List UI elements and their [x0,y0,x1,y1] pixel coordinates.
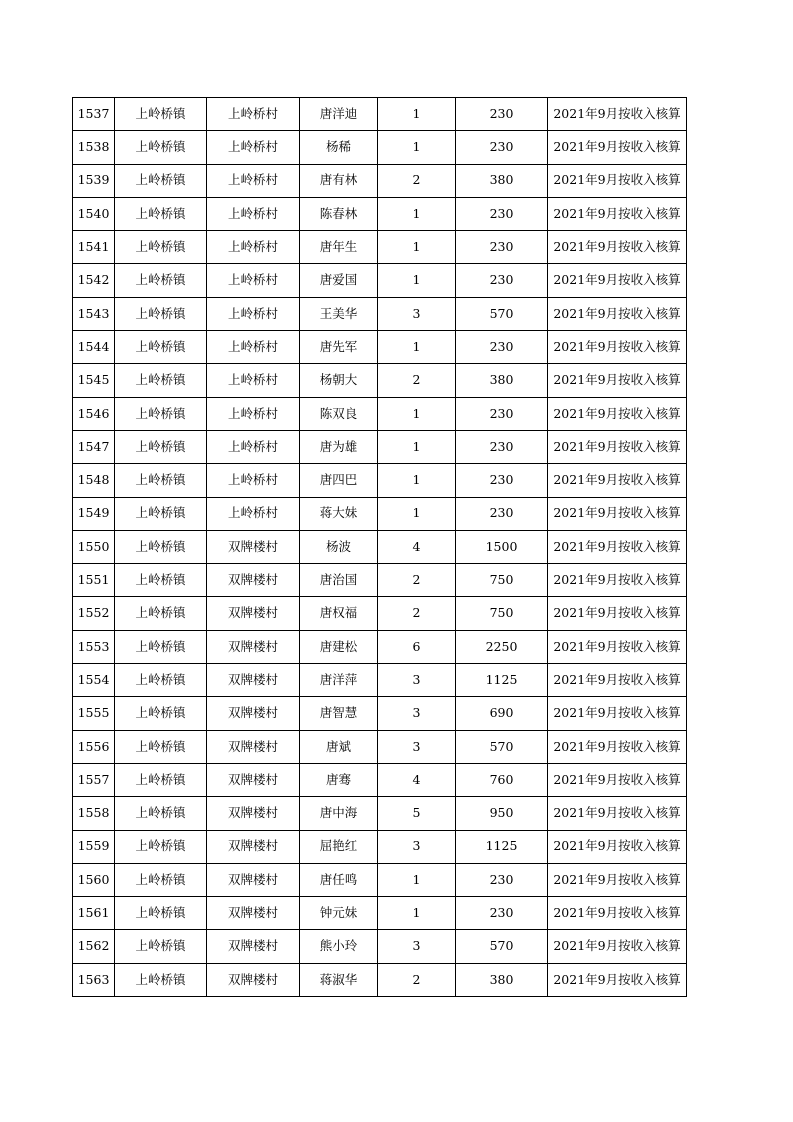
township-cell: 上岭桥镇 [115,397,207,430]
row-number-cell: 1557 [73,763,115,796]
amount-cell: 230 [456,98,548,131]
note-cell: 2021年9月按收入核算 [548,98,687,131]
table-row [73,830,687,863]
name-cell: 杨朝大 [300,364,378,397]
village-cell: 双牌楼村 [207,897,300,930]
village-cell: 上岭桥村 [207,98,300,131]
row-number-cell: 1553 [73,630,115,663]
amount-cell: 750 [456,564,548,597]
village-cell: 上岭桥村 [207,364,300,397]
row-number-cell: 1538 [73,131,115,164]
name-cell: 唐斌 [300,730,378,763]
amount-cell: 690 [456,697,548,730]
amount-cell: 950 [456,797,548,830]
amount-cell: 230 [456,131,548,164]
amount-cell: 570 [456,730,548,763]
row-number-cell: 1558 [73,797,115,830]
village-cell: 上岭桥村 [207,430,300,463]
note-cell: 2021年9月按收入核算 [548,763,687,796]
township-cell: 上岭桥镇 [115,763,207,796]
household-size-cell: 1 [378,331,456,364]
table-row [73,364,687,397]
household-size-cell: 2 [378,597,456,630]
table-row [73,98,687,131]
village-cell: 双牌楼村 [207,697,300,730]
township-cell: 上岭桥镇 [115,930,207,963]
row-number-cell: 1545 [73,364,115,397]
row-number-cell: 1537 [73,98,115,131]
note-cell: 2021年9月按收入核算 [548,430,687,463]
row-number-cell: 1543 [73,297,115,330]
amount-cell: 230 [456,897,548,930]
township-cell: 上岭桥镇 [115,863,207,896]
household-size-cell: 1 [378,231,456,264]
township-cell: 上岭桥镇 [115,897,207,930]
township-cell: 上岭桥镇 [115,597,207,630]
name-cell: 唐治国 [300,564,378,597]
name-cell: 熊小玲 [300,930,378,963]
note-cell: 2021年9月按收入核算 [548,264,687,297]
note-cell: 2021年9月按收入核算 [548,197,687,230]
name-cell: 唐洋迪 [300,98,378,131]
note-cell: 2021年9月按收入核算 [548,730,687,763]
row-number-cell: 1551 [73,564,115,597]
amount-cell: 1125 [456,830,548,863]
amount-cell: 230 [456,197,548,230]
name-cell: 屈艳红 [300,830,378,863]
township-cell: 上岭桥镇 [115,963,207,996]
township-cell: 上岭桥镇 [115,231,207,264]
table-row [73,797,687,830]
row-number-cell: 1563 [73,963,115,996]
household-size-cell: 1 [378,897,456,930]
name-cell: 唐有林 [300,164,378,197]
village-cell: 双牌楼村 [207,664,300,697]
table-row [73,164,687,197]
township-cell: 上岭桥镇 [115,430,207,463]
row-number-cell: 1541 [73,231,115,264]
household-size-cell: 3 [378,730,456,763]
note-cell: 2021年9月按收入核算 [548,797,687,830]
amount-cell: 380 [456,364,548,397]
township-cell: 上岭桥镇 [115,297,207,330]
household-size-cell: 4 [378,763,456,796]
note-cell: 2021年9月按收入核算 [548,297,687,330]
note-cell: 2021年9月按收入核算 [548,464,687,497]
note-cell: 2021年9月按收入核算 [548,164,687,197]
row-number-cell: 1547 [73,430,115,463]
village-cell: 上岭桥村 [207,397,300,430]
name-cell: 唐权福 [300,597,378,630]
township-cell: 上岭桥镇 [115,797,207,830]
township-cell: 上岭桥镇 [115,564,207,597]
amount-cell: 380 [456,963,548,996]
amount-cell: 230 [456,397,548,430]
name-cell: 唐任鸣 [300,863,378,896]
table-row [73,231,687,264]
amount-cell: 760 [456,763,548,796]
name-cell: 王美华 [300,297,378,330]
name-cell: 唐洋萍 [300,664,378,697]
table-row [73,863,687,896]
township-cell: 上岭桥镇 [115,464,207,497]
township-cell: 上岭桥镇 [115,697,207,730]
table-row [73,763,687,796]
name-cell: 唐为雄 [300,430,378,463]
household-size-cell: 1 [378,264,456,297]
household-size-cell: 2 [378,164,456,197]
name-cell: 蒋大妹 [300,497,378,530]
note-cell: 2021年9月按收入核算 [548,231,687,264]
table-row [73,664,687,697]
row-number-cell: 1550 [73,530,115,563]
row-number-cell: 1561 [73,897,115,930]
note-cell: 2021年9月按收入核算 [548,364,687,397]
village-cell: 双牌楼村 [207,530,300,563]
amount-cell: 230 [456,264,548,297]
household-size-cell: 5 [378,797,456,830]
name-cell: 钟元妹 [300,897,378,930]
row-number-cell: 1552 [73,597,115,630]
name-cell: 唐四巴 [300,464,378,497]
village-cell: 双牌楼村 [207,797,300,830]
note-cell: 2021年9月按收入核算 [548,564,687,597]
village-cell: 上岭桥村 [207,497,300,530]
household-size-cell: 1 [378,197,456,230]
name-cell: 陈春林 [300,197,378,230]
township-cell: 上岭桥镇 [115,364,207,397]
row-number-cell: 1555 [73,697,115,730]
township-cell: 上岭桥镇 [115,131,207,164]
note-cell: 2021年9月按收入核算 [548,597,687,630]
note-cell: 2021年9月按收入核算 [548,530,687,563]
name-cell: 唐中海 [300,797,378,830]
data-table [72,97,687,997]
household-size-cell: 4 [378,530,456,563]
name-cell: 唐建松 [300,630,378,663]
row-number-cell: 1549 [73,497,115,530]
table-row [73,530,687,563]
note-cell: 2021年9月按收入核算 [548,863,687,896]
household-size-cell: 1 [378,131,456,164]
village-cell: 上岭桥村 [207,297,300,330]
household-size-cell: 6 [378,630,456,663]
table-body [73,98,687,997]
table-row [73,131,687,164]
amount-cell: 1500 [456,530,548,563]
household-size-cell: 1 [378,430,456,463]
village-cell: 上岭桥村 [207,164,300,197]
note-cell: 2021年9月按收入核算 [548,664,687,697]
name-cell: 唐年生 [300,231,378,264]
row-number-cell: 1540 [73,197,115,230]
township-cell: 上岭桥镇 [115,331,207,364]
table-row [73,697,687,730]
note-cell: 2021年9月按收入核算 [548,630,687,663]
table-row [73,963,687,996]
table-row [73,464,687,497]
amount-cell: 230 [456,863,548,896]
village-cell: 双牌楼村 [207,963,300,996]
household-size-cell: 2 [378,963,456,996]
household-size-cell: 3 [378,664,456,697]
name-cell: 唐智慧 [300,697,378,730]
township-cell: 上岭桥镇 [115,497,207,530]
table-row [73,264,687,297]
row-number-cell: 1548 [73,464,115,497]
village-cell: 双牌楼村 [207,830,300,863]
village-cell: 双牌楼村 [207,564,300,597]
household-size-cell: 3 [378,697,456,730]
household-size-cell: 3 [378,830,456,863]
township-cell: 上岭桥镇 [115,664,207,697]
amount-cell: 570 [456,930,548,963]
amount-cell: 230 [456,430,548,463]
row-number-cell: 1542 [73,264,115,297]
note-cell: 2021年9月按收入核算 [548,930,687,963]
row-number-cell: 1562 [73,930,115,963]
row-number-cell: 1539 [73,164,115,197]
table-row [73,930,687,963]
household-size-cell: 1 [378,863,456,896]
name-cell: 陈双良 [300,397,378,430]
row-number-cell: 1544 [73,331,115,364]
household-size-cell: 3 [378,297,456,330]
household-size-cell: 3 [378,930,456,963]
note-cell: 2021年9月按收入核算 [548,397,687,430]
amount-cell: 230 [456,231,548,264]
village-cell: 双牌楼村 [207,763,300,796]
amount-cell: 2250 [456,630,548,663]
household-size-cell: 1 [378,464,456,497]
name-cell: 唐骞 [300,763,378,796]
note-cell: 2021年9月按收入核算 [548,963,687,996]
village-cell: 双牌楼村 [207,863,300,896]
name-cell: 唐爱国 [300,264,378,297]
table-row [73,331,687,364]
name-cell: 唐先军 [300,331,378,364]
household-size-cell: 2 [378,364,456,397]
household-size-cell: 1 [378,497,456,530]
amount-cell: 230 [456,497,548,530]
note-cell: 2021年9月按收入核算 [548,331,687,364]
township-cell: 上岭桥镇 [115,264,207,297]
amount-cell: 380 [456,164,548,197]
village-cell: 双牌楼村 [207,630,300,663]
amount-cell: 570 [456,297,548,330]
household-size-cell: 1 [378,98,456,131]
table-row [73,497,687,530]
table-row [73,197,687,230]
village-cell: 上岭桥村 [207,264,300,297]
township-cell: 上岭桥镇 [115,830,207,863]
village-cell: 上岭桥村 [207,231,300,264]
row-number-cell: 1556 [73,730,115,763]
name-cell: 杨稀 [300,131,378,164]
row-number-cell: 1554 [73,664,115,697]
table-row [73,430,687,463]
township-cell: 上岭桥镇 [115,730,207,763]
row-number-cell: 1560 [73,863,115,896]
table-row [73,897,687,930]
note-cell: 2021年9月按收入核算 [548,830,687,863]
row-number-cell: 1546 [73,397,115,430]
table-row [73,297,687,330]
table-row [73,630,687,663]
note-cell: 2021年9月按收入核算 [548,897,687,930]
name-cell: 蒋淑华 [300,963,378,996]
township-cell: 上岭桥镇 [115,98,207,131]
township-cell: 上岭桥镇 [115,197,207,230]
township-cell: 上岭桥镇 [115,630,207,663]
township-cell: 上岭桥镇 [115,164,207,197]
household-size-cell: 2 [378,564,456,597]
amount-cell: 750 [456,597,548,630]
row-number-cell: 1559 [73,830,115,863]
table-row [73,564,687,597]
amount-cell: 230 [456,464,548,497]
amount-cell: 1125 [456,664,548,697]
table-row [73,597,687,630]
note-cell: 2021年9月按收入核算 [548,131,687,164]
township-cell: 上岭桥镇 [115,530,207,563]
village-cell: 上岭桥村 [207,131,300,164]
note-cell: 2021年9月按收入核算 [548,497,687,530]
amount-cell: 230 [456,331,548,364]
village-cell: 双牌楼村 [207,730,300,763]
village-cell: 双牌楼村 [207,597,300,630]
household-size-cell: 1 [378,397,456,430]
table-row [73,730,687,763]
village-cell: 上岭桥村 [207,464,300,497]
note-cell: 2021年9月按收入核算 [548,697,687,730]
village-cell: 上岭桥村 [207,331,300,364]
village-cell: 上岭桥村 [207,197,300,230]
table-row [73,397,687,430]
name-cell: 杨波 [300,530,378,563]
village-cell: 双牌楼村 [207,930,300,963]
